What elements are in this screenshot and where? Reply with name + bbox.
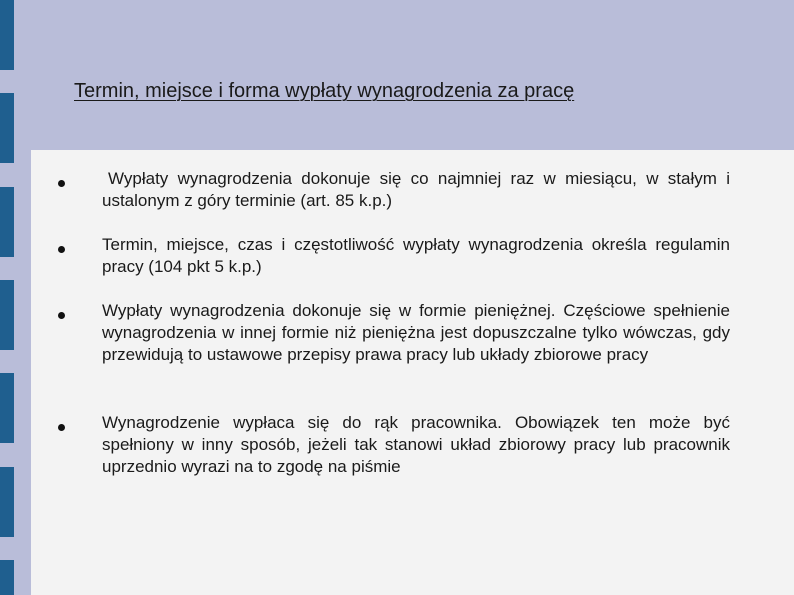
decorative-side-bar xyxy=(0,280,14,350)
content-panel xyxy=(31,150,794,595)
bullet-text: Wypłaty wynagrodzenia dokonuje się co najmniej raz w miesiącu, w stałym i ustalonym z góry terminie (art. 85 k.p.) xyxy=(102,169,730,210)
bullet-text: Wypłaty wynagrodzenia dokonuje się w formie pieniężnej. Częściowe spełnienie wynagrodzenia w innej formie niż pieniężna jest dopuszczalne tylko wówczas, gdy przewidują to ustawowe przepisy prawa pracy lub układy zbiorowe pracy xyxy=(102,301,730,364)
decorative-side-bar xyxy=(0,187,14,257)
decorative-side-bar xyxy=(0,560,14,595)
slide-title: Termin, miejsce i forma wypłaty wynagrodzenia za pracę xyxy=(74,80,575,102)
bullet-dot-icon xyxy=(58,312,65,319)
bullet-text: Wynagrodzenie wypłaca się do rąk pracownika. Obowiązek ten może być spełniony w inny sposób, jeżeli tak stanowi układ zbiorowy pracy lub pracownik uprzednio wyrazi na to zgodę na piśmie xyxy=(102,413,730,476)
bullet-dot-icon xyxy=(58,424,65,431)
decorative-side-bar xyxy=(0,93,14,163)
bullet-dot-icon xyxy=(58,246,65,253)
bullet-text: Termin, miejsce, czas i częstotliwość wypłaty wynagrodzenia określa regulamin pracy (104 pkt 5 k.p.) xyxy=(102,235,730,276)
bullet-dot-icon xyxy=(58,180,65,187)
decorative-side-bar xyxy=(0,0,14,70)
decorative-side-bar xyxy=(0,373,14,443)
decorative-side-bar xyxy=(0,467,14,537)
